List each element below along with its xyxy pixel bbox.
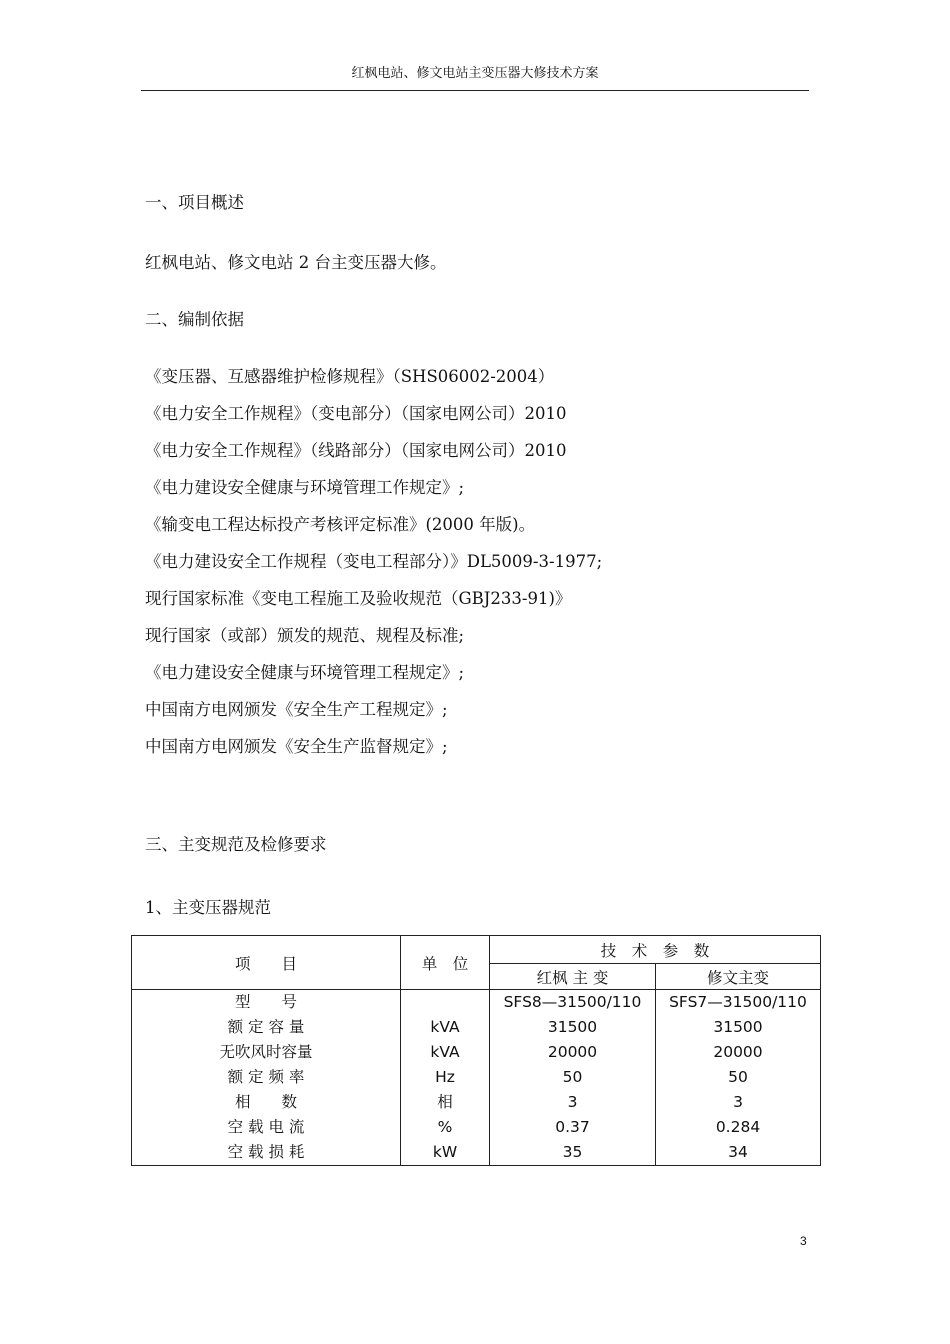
row-item: 相 数 (132, 1090, 401, 1115)
basis-item: 现行国家标准《变电工程施工及验收规范（GBJ233-91)》 (145, 589, 572, 608)
basis-item: 《电力建设安全健康与环境管理工作规定》; (145, 478, 465, 497)
table-row (132, 1140, 821, 1166)
row-hongfeng: 35 (490, 1140, 656, 1166)
basis-item: 中国南方电网颁发《安全生产工程规定》; (145, 700, 448, 719)
row-unit: kW (401, 1140, 490, 1166)
table-row (132, 1090, 821, 1115)
row-unit (401, 990, 490, 1016)
row-xiuwen: 31500 (656, 1015, 821, 1040)
row-xiuwen: SFS7—31500/110 (656, 990, 821, 1016)
row-unit: kVA (401, 1015, 490, 1040)
row-hongfeng: 50 (490, 1065, 656, 1090)
row-unit: kVA (401, 1040, 490, 1065)
row-hongfeng: 20000 (490, 1040, 656, 1065)
row-xiuwen: 20000 (656, 1040, 821, 1065)
row-xiuwen: 34 (656, 1140, 821, 1166)
basis-item: 现行国家（或部）颁发的规范、规程及标准; (145, 626, 465, 645)
section-1-body: 红枫电站、修文电站 2 台主变压器大修。 (145, 253, 447, 272)
row-item: 额 定 频 率 (132, 1065, 401, 1090)
row-unit: % (401, 1115, 490, 1140)
row-hongfeng: SFS8—31500/110 (490, 990, 656, 1016)
header-item: 项 目 (132, 936, 401, 990)
row-xiuwen: 50 (656, 1065, 821, 1090)
table-row (132, 1065, 821, 1090)
table-row (132, 990, 821, 1016)
section-2-title: 二、编制依据 (145, 310, 244, 329)
row-item: 无吹风时容量 (132, 1040, 401, 1065)
table-row (132, 1015, 821, 1040)
transformer-spec-table (131, 935, 821, 1166)
table-row (132, 1115, 821, 1140)
row-xiuwen: 3 (656, 1090, 821, 1115)
basis-item: 中国南方电网颁发《安全生产监督规定》; (145, 737, 448, 756)
section-3-subtitle: 1、主变压器规范 (145, 898, 271, 917)
row-item: 空 载 电 流 (132, 1115, 401, 1140)
section-3-title: 三、主变规范及检修要求 (145, 835, 327, 854)
header-xiuwen: 修文主变 (656, 964, 821, 990)
row-item: 型 号 (132, 990, 401, 1016)
row-xiuwen: 0.284 (656, 1115, 821, 1140)
header-hongfeng: 红枫 主 变 (490, 964, 656, 990)
row-hongfeng: 31500 (490, 1015, 656, 1040)
page-header: 红枫电站、修文电站主变压器大修技术方案 (141, 64, 809, 91)
basis-item: 《电力安全工作规程》（变电部分）（国家电网公司）2010 (145, 404, 567, 423)
basis-item: 《电力建设安全工作规程（变电工程部分）》DL5009-3-1977; (145, 552, 603, 571)
header-unit: 单 位 (401, 936, 490, 990)
basis-item: 《输变电工程达标投产考核评定标准》(2000 年版)。 (145, 515, 536, 534)
row-unit: 相 (401, 1090, 490, 1115)
page-number: 3 (800, 1234, 807, 1248)
row-hongfeng: 3 (490, 1090, 656, 1115)
section-1-title: 一、项目概述 (145, 193, 244, 212)
table-row (132, 1040, 821, 1065)
basis-item: 《变压器、互感器维护检修规程》（SHS06002-2004） (145, 367, 555, 386)
header-tech-params: 技 术 参 数 (490, 936, 821, 964)
row-item: 额 定 容 量 (132, 1015, 401, 1040)
basis-item: 《电力安全工作规程》（线路部分）（国家电网公司）2010 (145, 441, 567, 460)
row-hongfeng: 0.37 (490, 1115, 656, 1140)
basis-item: 《电力建设安全健康与环境管理工程规定》; (145, 663, 465, 682)
row-item: 空 载 损 耗 (132, 1140, 401, 1166)
row-unit: Hz (401, 1065, 490, 1090)
